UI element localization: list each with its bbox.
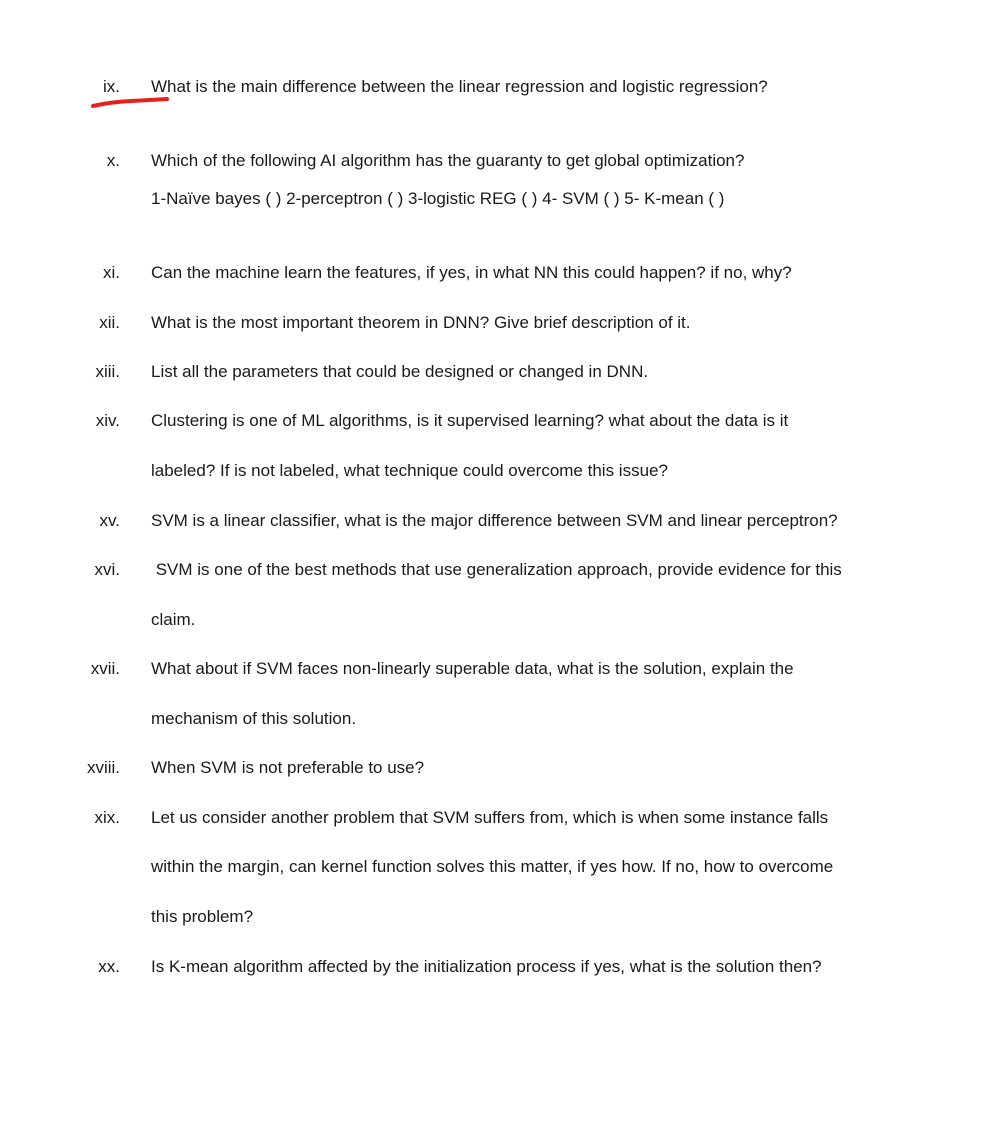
question-xi bbox=[0, 261, 988, 285]
question-text: What is the main difference between the linear regression and logistic regression? bbox=[151, 77, 768, 96]
question-text: What about if SVM faces non-linearly superable data, what is the solution, explain the bbox=[151, 659, 794, 678]
question-number: ix. bbox=[103, 77, 120, 96]
question-text: this problem? bbox=[151, 907, 254, 926]
question-text: Clustering is one of ML algorithms, is it supervised learning? what about the data is it bbox=[151, 411, 789, 430]
question-xiv bbox=[0, 409, 988, 480]
question-text: What is the most important theorem in DNN? Give brief description of it. bbox=[151, 313, 691, 332]
question-text: Is K-mean algorithm affected by the initialization process if yes, what is the solution then? bbox=[151, 957, 822, 976]
question-number: xv. bbox=[99, 511, 120, 530]
question-xvii bbox=[0, 657, 988, 728]
question-number: xx. bbox=[98, 957, 120, 976]
question-text: labeled? If is not labeled, what technique could overcome this issue? bbox=[151, 461, 668, 480]
question-text: mechanism of this solution. bbox=[151, 709, 357, 728]
question-number: xiii. bbox=[95, 362, 120, 381]
question-number: xviii. bbox=[86, 758, 120, 777]
question-text: List all the parameters that could be designed or changed in DNN. bbox=[151, 362, 649, 381]
question-number: x. bbox=[106, 151, 120, 170]
question-text: SVM is one of the best methods that use generalization approach, provide evidence for this bbox=[151, 560, 842, 579]
question-text: claim. bbox=[151, 610, 196, 629]
question-xiii bbox=[0, 360, 988, 384]
question-number: xi. bbox=[103, 263, 120, 282]
question-text: Let us consider another problem that SVM suffers from, which is when some instance falls bbox=[151, 808, 829, 827]
question-text: When SVM is not preferable to use? bbox=[151, 758, 425, 777]
answer-options: 1-Naïve bayes ( ) 2-perceptron ( ) 3-logistic REG ( ) 4- SVM ( ) 5- K-mean ( ) bbox=[151, 189, 725, 208]
question-xix bbox=[0, 806, 988, 926]
question-number: xvii. bbox=[90, 659, 120, 678]
question-text: SVM is a linear classifier, what is the major difference between SVM and linear perceptron? bbox=[151, 511, 838, 530]
question-number: xiv. bbox=[95, 411, 120, 430]
question-text: within the margin, can kernel function solves this matter, if yes how. If no, how to overcome bbox=[151, 857, 834, 876]
question-text: Which of the following AI algorithm has the guaranty to get global optimization? bbox=[151, 151, 745, 170]
question-xv bbox=[0, 509, 988, 533]
question-xvi bbox=[0, 558, 988, 629]
question-number: xii. bbox=[99, 313, 120, 332]
question-xii bbox=[0, 311, 988, 335]
question-text: Can the machine learn the features, if yes, in what NN this could happen? if no, why? bbox=[151, 263, 792, 282]
question-xviii bbox=[0, 756, 988, 780]
question-number: xix. bbox=[94, 808, 120, 827]
red-underline-mark bbox=[91, 96, 169, 110]
question-xx bbox=[0, 955, 988, 979]
question-number: xvi. bbox=[94, 560, 120, 579]
question-x bbox=[0, 149, 988, 208]
